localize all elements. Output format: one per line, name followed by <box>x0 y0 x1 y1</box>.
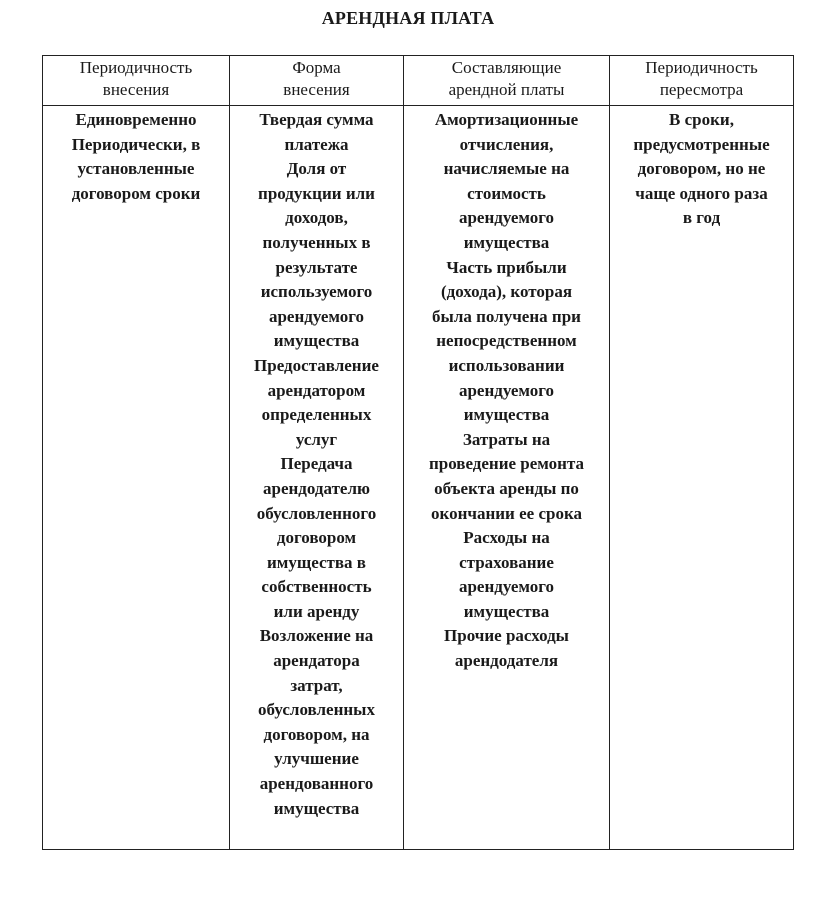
cell-line: Единовременно <box>75 110 197 129</box>
cell-line: доходов, <box>285 208 348 228</box>
cell-line: начисляемые на <box>443 159 570 179</box>
cell-line: окончании ее срока <box>431 503 582 523</box>
cell-line: арендатором <box>267 380 366 400</box>
cell-line: договором, на <box>263 724 370 744</box>
cell-line: используемого <box>260 282 373 302</box>
cell-line: арендатора <box>273 651 360 671</box>
header-line: пересмотра <box>659 80 744 99</box>
cell-line: Амортизационные <box>434 110 579 129</box>
table-header-row <box>43 56 794 106</box>
cell-line: имущества <box>463 405 550 425</box>
cell-payment-form <box>230 106 404 850</box>
cell-line: Прочие расходы <box>444 626 569 646</box>
cell-line: продукции или <box>258 183 375 203</box>
cell-line: В сроки, <box>669 110 734 129</box>
cell-line: обусловленных <box>258 700 375 720</box>
cell-line: арендуемого <box>458 380 555 400</box>
cell-line: Передача <box>280 454 353 474</box>
cell-line: Предоставление <box>254 355 379 375</box>
cell-line: Расходы на <box>463 528 550 548</box>
header-line: Периодичность <box>79 58 193 77</box>
cell-line: собственность <box>261 577 372 597</box>
header-line: внесения <box>283 80 350 99</box>
cell-line: Твердая сумма <box>259 110 374 129</box>
cell-line: стоимость <box>467 183 546 203</box>
cell-revision-frequency <box>610 106 794 850</box>
cell-line: проведение ремонта <box>428 454 585 474</box>
cell-line: услуг <box>295 429 338 449</box>
cell-line: обусловленного <box>256 503 377 523</box>
cell-line: арендуемого <box>458 577 555 597</box>
table-row <box>43 106 794 850</box>
cell-line: договором <box>276 528 357 548</box>
cell-payment-frequency <box>43 106 230 850</box>
cell-line: отчисления, <box>459 134 554 154</box>
cell-line: определенных <box>261 405 372 425</box>
cell-line: объекта аренды по <box>434 478 579 498</box>
cell-line: установленные <box>77 159 195 179</box>
cell-line: имущества <box>273 798 360 818</box>
cell-line: арендуемого <box>458 208 555 228</box>
cell-line: предусмотренные <box>633 134 770 154</box>
cell-line: страхование <box>459 552 554 572</box>
cell-line: чаще одного раза <box>635 183 768 203</box>
cell-line: Возложение на <box>259 626 374 646</box>
cell-line: в год <box>682 208 721 228</box>
cell-line: договором сроки <box>71 183 201 203</box>
cell-line: арендодателю <box>263 478 370 498</box>
cell-rent-components <box>404 106 610 850</box>
cell-line: арендодателя <box>454 651 559 671</box>
cell-line: результате <box>275 257 358 277</box>
cell-line: Доля от <box>286 159 347 179</box>
cell-line: использовании <box>448 355 565 375</box>
cell-line: имущества в <box>267 552 366 572</box>
cell-line: платежа <box>284 134 349 154</box>
rent-table <box>42 55 794 850</box>
cell-line: или аренду <box>273 601 360 621</box>
cell-line: непосредственном <box>436 331 577 351</box>
cell-line: имущества <box>463 601 550 621</box>
document-title: АРЕНДНАЯ ПЛАТА <box>321 8 495 28</box>
cell-line: улучшение <box>274 749 359 769</box>
cell-line: арендованного <box>259 774 374 794</box>
header-revision-frequency <box>610 56 794 106</box>
header-line: Форма <box>292 58 341 77</box>
cell-line: договором, но не <box>637 159 766 179</box>
header-line: Периодичность <box>645 58 758 77</box>
header-rent-components <box>404 56 610 106</box>
cell-line: имущества <box>273 331 360 351</box>
cell-line: полученных в <box>262 232 371 252</box>
header-payment-frequency <box>43 56 230 106</box>
cell-line: Периодически, в <box>71 134 201 154</box>
cell-line: арендуемого <box>268 306 365 326</box>
cell-line: была получена при <box>432 306 581 326</box>
header-line: внесения <box>102 80 170 99</box>
cell-line: Затраты на <box>462 429 551 449</box>
cell-line: затрат, <box>290 675 343 695</box>
header-line: Составляющие <box>451 58 562 77</box>
header-payment-form <box>230 56 404 106</box>
cell-line: имущества <box>463 232 550 252</box>
cell-line: (дохода), которая <box>440 282 573 302</box>
header-line: арендной платы <box>448 80 565 99</box>
cell-line: Часть прибыли <box>446 257 567 277</box>
